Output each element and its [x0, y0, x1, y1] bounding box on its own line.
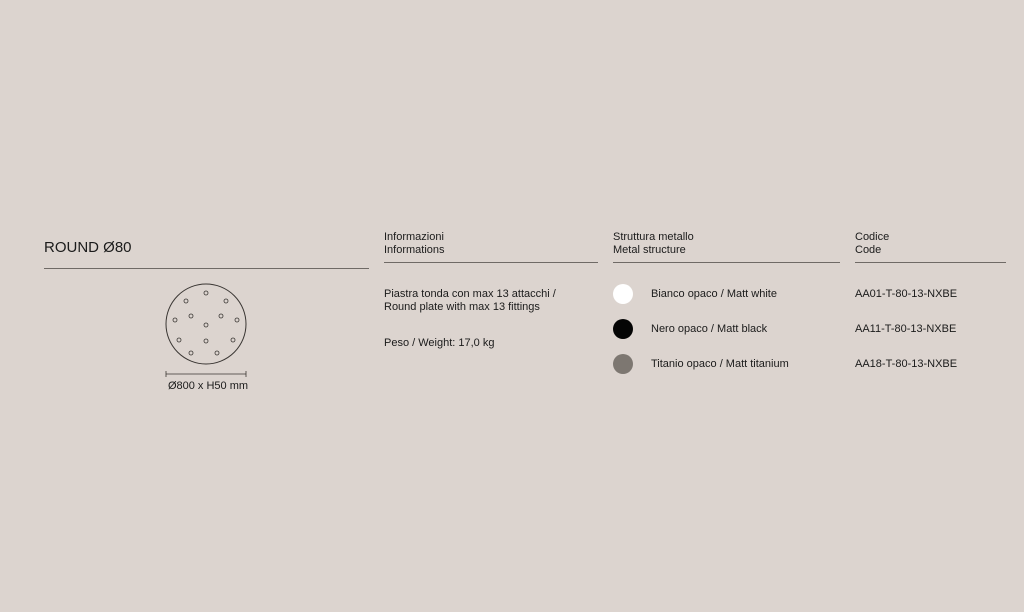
info-line-2: Round plate with max 13 fittings	[384, 301, 540, 313]
code-column	[855, 231, 1006, 263]
code-value: AA18-T-80-13-NXBE	[855, 358, 958, 370]
fitting-hole	[189, 351, 193, 355]
fitting-hole	[204, 323, 208, 327]
code-header-it: Codice	[855, 231, 890, 243]
swatch-titanium	[613, 354, 633, 374]
finish-row-white	[613, 283, 777, 305]
finish-label: Titanio opaco / Matt titanium	[651, 358, 789, 370]
finish-row-titanium	[613, 353, 789, 375]
info-description	[384, 288, 598, 314]
fitting-hole	[177, 338, 181, 342]
finish-label: Bianco opaco / Matt white	[651, 288, 777, 300]
round-plate-diagram	[163, 282, 251, 383]
structure-header-it: Struttura metallo	[613, 231, 694, 243]
plate-drawing	[163, 282, 251, 378]
code-value: AA11-T-80-13-NXBE	[855, 323, 957, 335]
code-header-en: Code	[855, 244, 882, 256]
structure-header	[613, 231, 840, 257]
swatch-black	[613, 319, 633, 339]
structure-header-en: Metal structure	[613, 244, 686, 256]
fitting-hole	[219, 314, 223, 318]
code-value: AA01-T-80-13-NXBE	[855, 288, 958, 300]
plate-outline	[166, 284, 246, 364]
product-column	[44, 231, 369, 269]
info-header-it: Informazioni	[384, 231, 444, 243]
fitting-hole	[204, 291, 208, 295]
fitting-hole	[224, 299, 228, 303]
fitting-hole	[184, 299, 188, 303]
fitting-hole	[235, 318, 239, 322]
fitting-hole	[189, 314, 193, 318]
info-column	[384, 231, 598, 350]
structure-divider	[613, 262, 840, 263]
dimensions-label: Ø800 x H50 mm	[167, 380, 249, 392]
product-divider	[44, 268, 369, 269]
info-line-1: Piastra tonda con max 13 attacchi /	[384, 288, 556, 300]
fitting-holes	[173, 291, 239, 355]
code-divider	[855, 262, 1006, 263]
info-header	[384, 231, 598, 257]
code-header	[855, 231, 1006, 257]
product-title: ROUND Ø80	[44, 239, 132, 256]
info-divider	[384, 262, 598, 263]
fitting-hole	[215, 351, 219, 355]
finish-label: Nero opaco / Matt black	[651, 323, 768, 335]
swatch-white	[613, 284, 633, 304]
finish-row-black	[613, 318, 767, 340]
fitting-hole	[204, 339, 208, 343]
fitting-hole	[231, 338, 235, 342]
fitting-hole	[173, 318, 177, 322]
info-weight: Peso / Weight: 17,0 kg	[384, 337, 495, 349]
structure-column	[613, 231, 840, 263]
info-header-en: Informations	[384, 244, 445, 256]
